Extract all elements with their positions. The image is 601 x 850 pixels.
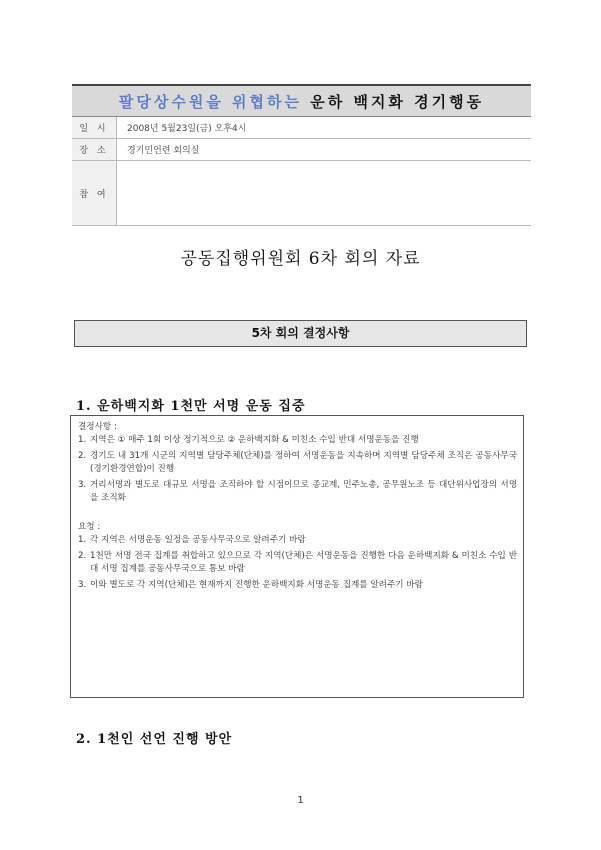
info-row-place (72, 139, 531, 161)
spacer (78, 508, 517, 521)
request-item (78, 550, 517, 576)
info-value-date: 2008년 5월23일(금) 오후4시 (117, 117, 532, 139)
info-value-place: 경기민언련 회의실 (117, 139, 532, 161)
request-item-number: 3. (78, 580, 87, 590)
info-label-participants: 참 여 (72, 161, 117, 226)
decision-item-number: 1. (78, 435, 87, 445)
info-label-date: 일 시 (72, 117, 117, 139)
document-title: 공동집행위원회 6차 회의 자료 (180, 249, 421, 269)
heading-thousand-declaration: 2. 1천인 선언 진행 방안 (76, 732, 233, 747)
header-table (72, 84, 531, 226)
page-number: 1 (297, 795, 304, 806)
request-item-number: 1. (78, 535, 87, 545)
decision-item-text: 지역은 ① 매주 1회 이상 정기적으로 ② 운하백지화 & 미친소 수입 반대 서명운동을 진행 (90, 435, 419, 445)
header-title-highlight: 팔당상수원을 위협하는 (118, 92, 303, 111)
section-box-title: 5차 회의 결정사항 (74, 320, 527, 347)
request-item-text: 1천만 서명 전국 집계를 취합하고 있으므로 각 지역(단체)은 서명운동을 진행한 다음 운하백지화 & 미친소 수입 반대 서명 집계를 공동사무국으로 통보 바람 (90, 551, 517, 574)
decisions-box (70, 415, 524, 698)
request-item-number: 2. (78, 551, 87, 561)
request-item (78, 579, 517, 592)
decision-item (78, 450, 517, 476)
decision-item (78, 434, 517, 447)
decision-item-text: 거리서명과 별도로 대규모 서명을 조직하야 할 시점이므로 종교계, 민주노총, 공무원노조 등 대단위사업장의 서명을 조직화 (90, 480, 517, 503)
decision-item-number: 3. (78, 480, 87, 490)
request-item-text: 각 지역은 서명운동 일정을 공동사무국으로 알려주기 바람 (90, 535, 306, 545)
decisions-head: 결정사항 : (78, 422, 117, 432)
request-item-text: 이와 별도로 각 지역(단체)은 현재까지 진행한 운하백지화 서명운동 집계를 알려주기 바람 (90, 580, 423, 590)
header-title-main: 운하 백지화 경기행동 (310, 92, 485, 111)
info-row-date (72, 117, 531, 139)
header-title (72, 85, 531, 117)
decision-item-text: 경기도 내 31개 시군의 지역별 담당주체(단체)를 정하여 서명운동을 지속하며 지역별 담당주체 조직은 공동사무국(경기환경연합)이 진행 (90, 451, 517, 474)
info-value-participants (117, 161, 532, 226)
info-label-place: 장 소 (72, 139, 117, 161)
request-item (78, 534, 517, 547)
requests-head: 요청 : (78, 522, 101, 532)
decision-item-number: 2. (78, 451, 87, 461)
info-row-participants (72, 161, 531, 226)
heading-signature-campaign: 1. 운하백지화 1천만 서명 운동 집중 (76, 399, 306, 414)
decision-item (78, 479, 517, 505)
